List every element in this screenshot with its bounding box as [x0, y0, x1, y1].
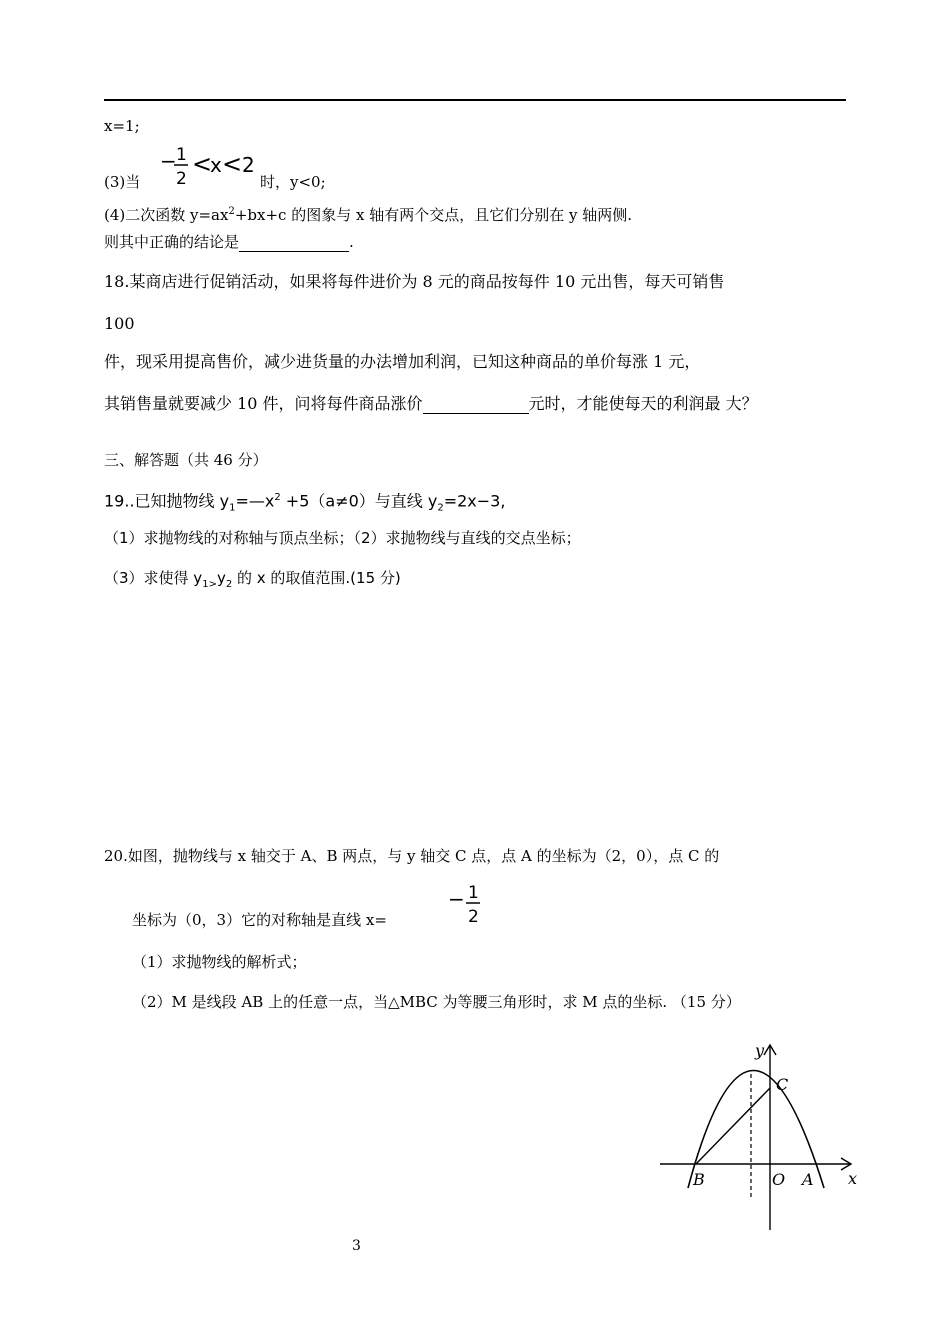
q20-line1: 20.如图，抛物线与 x 轴交于 A、B 两点，与 y 轴交 C 点，点 A 的坐标为（2，0），点 C 的 — [104, 847, 720, 865]
axis-fraction — [448, 880, 488, 930]
answer-blank[interactable] — [239, 235, 349, 252]
label-a: A — [802, 1170, 814, 1189]
svg-text:x: x — [210, 153, 222, 177]
svg-text:<: < — [192, 150, 213, 178]
header-rule — [104, 99, 846, 101]
q20-part1: （1）求抛物线的解析式； — [132, 953, 307, 971]
q18-line4: 其销售量就要减少 10 件，问将每件商品涨价 元时，才能使每天的利润最 大？ — [104, 394, 758, 413]
q17-item3: (3)当 — [104, 173, 141, 191]
svg-text:<: < — [222, 150, 243, 178]
svg-text:2: 2 — [242, 153, 255, 177]
q18-line3: 件，现采用提高售价，减少进货量的办法增加利润，已知这种商品的单价每涨 1 元， — [104, 352, 701, 371]
label-b: B — [693, 1170, 705, 1189]
svg-text:−: − — [448, 887, 465, 911]
q17-item4: (4)二次函数 $y=ax^2+bx+c$ 的图象与 x 轴有两个交点，且它们分别在 y 轴两侧. — [104, 206, 632, 224]
page-number: 3 — [352, 1238, 361, 1254]
q17-conclusion: 则其中正确的结论是 . — [104, 233, 354, 251]
inequality-fraction — [158, 142, 258, 192]
q20-part2: （2）M 是线段 AB 上的任意一点，当△MBC 为等腰三角形时，求 M 点的坐标. （15 分） — [132, 993, 741, 1011]
parabola-figure — [655, 1038, 875, 1238]
q18-line2: 100 — [104, 314, 135, 333]
answer-blank[interactable] — [423, 397, 529, 414]
svg-text:1: 1 — [176, 145, 187, 165]
label-c: C — [776, 1075, 789, 1094]
q17-item-x1: x=1; — [104, 117, 140, 135]
label-y: y — [755, 1041, 765, 1060]
segment-bc — [696, 1088, 770, 1164]
svg-text:−: − — [160, 149, 177, 173]
q19-stem: 19..已知抛物线 $y_1=—x^2 +5(a\ne 0)$与直线 $y_2=2x-3$, — [104, 491, 506, 514]
q20-line2: 坐标为（0，3）它的对称轴是直线 x= — [132, 911, 387, 929]
label-x: x — [848, 1169, 858, 1188]
svg-text:1: 1 — [468, 883, 479, 903]
svg-text:2: 2 — [468, 907, 479, 927]
q17-item3-suffix: 时，y<0; — [260, 173, 326, 191]
q19-parts-1-2: （1）求抛物线的对称轴与顶点坐标；（2）求抛物线与直线的交点坐标； — [104, 529, 581, 547]
svg-text:2: 2 — [176, 169, 187, 189]
section-heading: 三、解答题（共 46 分） — [104, 451, 268, 469]
label-o: O — [772, 1170, 786, 1189]
q19-part-3: （3）求使得 $y_{1>}y_2$ 的 x 的取值范围.(15 分) — [104, 569, 401, 590]
q18-line1: 18.某商店进行促销活动，如果将每件进价为 8 元的商品按每件 10 元出售，每天可销售 — [104, 272, 725, 291]
